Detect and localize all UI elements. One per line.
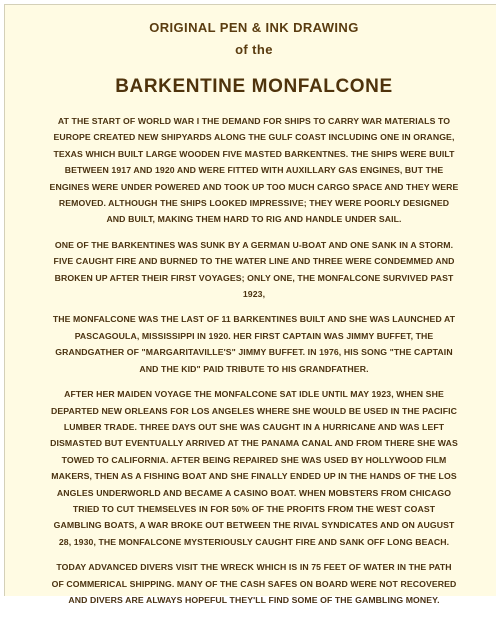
document-heading: BARKENTINE MONFALCONE [115,76,393,97]
paragraph-line: AT THE START OF WORLD WAR I THE DEMAND FOR SHIPS TO CARRY WAR MATERIALS TO [57,116,451,126]
paragraph-line: BETWEEN 1917 AND 1920 AND WERE FITTED WITH AUXILLARY GAS ENGINES, BUT THE [64,165,444,176]
paragraph-line: TOWED TO CALIFORNIA. AFTER BEING REPAIRED SHE WAS USED BY HOLLYWOOD FILM [61,454,447,465]
paragraph-line: FIVE CAUGHT FIRE AND BURNED TO THE WATER LINE AND THREE WERE CONDEMMED AND [53,256,455,267]
paragraph-line: AFTER HER MAIDEN VOYAGE THE MONFALCONE SAT IDLE UNTIL MAY 1923, WHEN SHE [64,389,444,400]
paragraph-line: OF COMMERICAL SHIPPING. MANY OF THE CASH SAFES ON BOARD WERE NOT RECOVERED [51,578,457,589]
paragraph-line: TODAY ADVANCED DIVERS VISIT THE WRECK WHICH IS IN 75 FEET OF WATER IN THE PATH [56,562,452,573]
paragraph-line: MAKERS, THEN AS A FISHING BOAT AND SHE FINALLY ENDED UP IN THE HANDS OF THE LOS [51,471,457,482]
paragraph-line: AND DIVERS ARE ALWAYS HOPEFUL THEY'LL FIND SOME OF THE GAMBLING MONEY. [68,594,440,605]
paragraph-line: 1923, [242,289,266,300]
paragraph-line: TEXAS WHICH BUILT LARGE WOODEN FIVE MASTED BARKENTNES. THE SHIPS WERE BUILT [53,148,455,159]
paragraph-line: 28, 1930, THE MONFALCONE MYSTERIOUSLY CAUGHT FIRE AND SANK OFF LONG BEACH. [58,536,450,547]
paragraph-line: LUMBER TRADE. THREE DAYS OUT SHE WAS CAUGHT IN A HURRICANE AND WAS LEFT [63,421,445,432]
paragraph-history [19,386,489,550]
paragraph-line: ENGINES WERE UNDER POWERED AND TOOK UP TOO MUCH CARGO SPACE AND THEY WERE [49,181,459,192]
paragraph-line: ONE OF THE BARKENTINES WAS SUNK BY A GERMAN U-BOAT AND ONE SANK IN A STORM. [54,239,454,250]
paragraph-line: PASCAGOULA, MISSISSIPPI IN 1920. HER FIRST CAPTAIN WAS JIMMY BUFFET, THE [74,330,434,341]
paragraph-line: THE MONFALCONE WAS THE LAST OF 11 BARKENTINES BUILT AND SHE WAS LAUNCHED AT [52,314,456,325]
paragraph-line: REMOVED. ALTHOUGH THE SHIPS LOOKED IMPRESSIVE; THEY WERE POORLY DESIGNED [58,198,450,209]
paragraph-line: GAMBLING BOATS, A WAR BROKE OUT BETWEEN THE RIVAL SYNDICATES AND ON AUGUST [53,520,455,531]
paragraph-launch [19,311,489,377]
paragraph-line: DEPARTED NEW ORLEANS FOR LOS ANGELES WHERE SHE WOULD BE USED IN THE PACIFIC [50,405,457,416]
paragraph-line: DISMASTED BUT EVENTUALLY ARRIVED AT THE PANAMA CANAL AND FROM THERE SHE WAS [50,438,458,449]
paragraph-world-war [19,113,489,228]
paragraph-line: EUROPE CREATED NEW SHIPYARDS ALONG THE GULF COAST INCLUDING ONE IN ORANGE, [53,132,455,143]
paragraph-line: ANGLES UNDERWORLD AND BECAME A CASINO BOAT. WHEN MOBSTERS FROM CHICAGO [56,487,452,498]
paragraph-line: TRIED TO CUT THEMSELVES IN FOR 50% OF THE PROFITS FROM THE WEST COAST [72,503,436,514]
paragraph-line: AND BUILT, MAKING THEM HARD TO RIG AND HANDLE UNDER SAIL. [106,214,402,225]
paragraph-fates [19,237,489,303]
title-line-1: ORIGINAL PEN & INK DRAWING [149,20,359,35]
document-page [19,17,489,617]
title-line-2: of the [235,42,273,57]
paragraph-line: BROKEN UP AFTER THEIR FIRST VOYAGES; ONLY ONE, THE MONFALCONE SURVIVED PAST [54,272,454,283]
paragraph-line: GRANDGATHER OF "MARGARITAVILLE'S" JIMMY BUFFET. IN 1976, HIS SONG "THE CAPTAIN [55,347,453,358]
paragraph-line: AND THE KID" PAID TRIBUTE TO HIS GRANDFATHER. [139,363,369,374]
document-frame [4,4,496,605]
paragraph-today [19,559,489,608]
